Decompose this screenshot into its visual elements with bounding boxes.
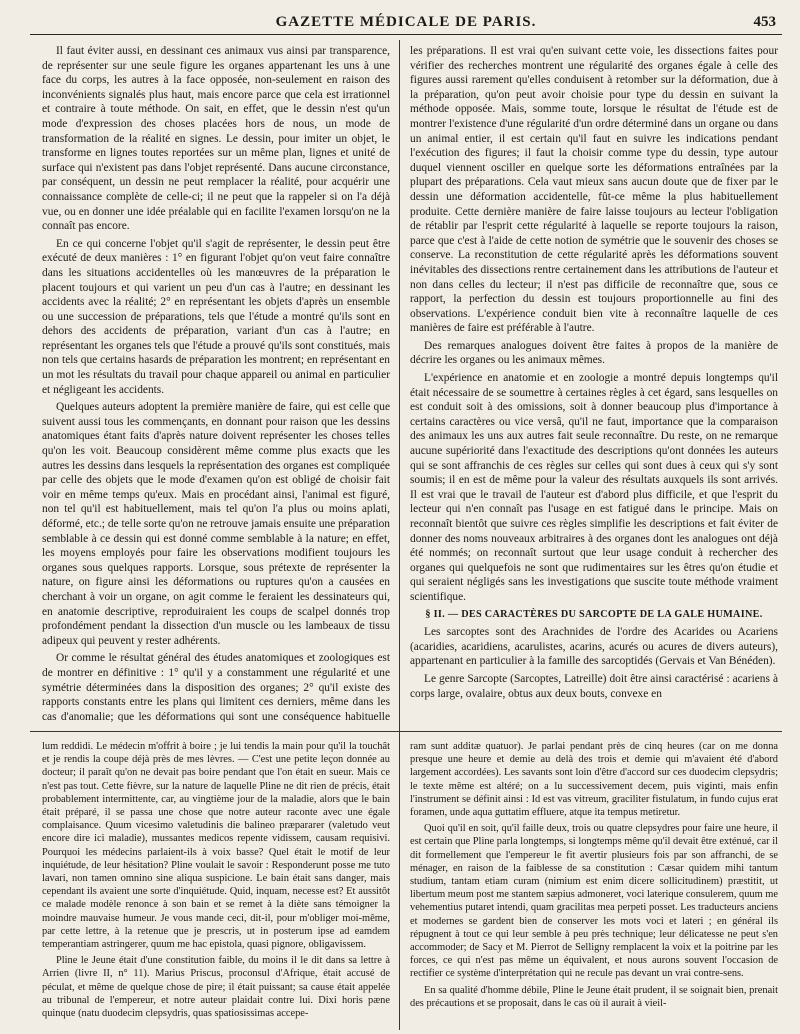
footnote-paragraph: En sa qualité d'homme débile, Pline le Jeune était prudent, il se soignait bien, prenait des précautions et se proposait, dans le cas où il aurait à vieil- <box>410 984 778 1009</box>
journal-title: GAZETTE MÉDICALE DE PARIS. <box>275 14 537 30</box>
footnote-paragraph: Quoi qu'il en soit, qu'il faille deux, trois ou quatre clepsydres pour faire une heure, il est certain que Pline parla longtemps, si longtemps même qu'il devait être exténué, car il dit formellement que l'empereur le fit avertir plusieurs fois par son affranchi, de se ménager, en raison de la faiblesse de sa constitution : Cæsar quidem mihi tantum studium, tantam etiam curam (nimium est enim dicere sollicitudinem) præstitit, ut libertum meum post me stantem sæpius admoneret, voci laterique consulerem, quum me vehementius putaret intendi, quam gracilitas mea perpeti posset. Les traducteurs anciens et modernes se gardent bien de conserver les mots voci et lateri ; en général ils répugnent à tout ce qui leur semble à peu près technique; leur délicatesse ne peut s'en accommoder; de Sacy et M. Pierrot de Selligny remplacent la voix et la poitrine par les forces, ce qui n'est pas même un équivalent, et nous aurons souvent l'occasion de rectifier ce système d'interprétation qui ne recule pas devant un vrai contre-sens. <box>410 823 778 980</box>
section-heading: § II. — DES CARACTÈRES DU SARCOPTE DE LA GALE HUMAINE. <box>425 608 763 620</box>
footnote-paragraph: Pline le Jeune était d'une constitution faible, du moins il le dit dans sa lettre à Arrien (livre II, n° 11). Marius Priscus, proconsul d'Afrique, était accusé de péculat, et même de quelque chose de pire; il était puissant; sa cause était appelée au tribunal de l'empereur, et notre auteur plaidait contre lui. Dixi horis pæne quinque (natu duodecim clepsydris, quas spatiosissimas accepe- <box>42 955 390 1020</box>
paragraph: L'expérience en anatomie et en zoologie a montré depuis longtemps qu'il était nécessaire de se soumettre à certaines règles à cet égard, sans lesquelles on est conduit soit à des omissions, soit à donner beaucoup plus d'importance à certains caractères ou vice versâ, qu'il ne faut, importance que la comparaison des animaux les uns aux autres fait seule reconnaître. Du reste, on ne remarque aucune supériorité dans l'exactitude des descriptions qu'ont données les auteurs qui se sont affranchis de ces règles sur celles qui sont dues à ceux qui s'y sont soumis; il en est de même pour la valeur des résultats auxquels ils sont arrivés. Il est vrai que le travail de l'auteur est d'abord plus difficile, et que l'esprit du lecteur qui n'en connaît pas l'usage en est fatigué dans le principe. Mais on reconnaît bientôt que suivre ces règles simplifie les descriptions et fait éviter de donner des noms nouveaux arbitraires à des organes dont les analogues ont déjà été nommés; on reconnaît surtout que leur usage conduit à rechercher des organes qui quelquefois ne sont que rudimentaires sur les êtres qu'on étudie et qui seraient négligés sans les investigations que suscite toute méthode vraiment scientifique. <box>410 372 778 603</box>
paragraph: Le genre Sarcopte (Sarcoptes, Latreille) doit être ainsi caractérisé : acariens à corps large, ovalaire, obtus aux deux bouts, convexe en <box>410 672 778 700</box>
paragraph: Quelques auteurs adoptent la première manière de faire, qui est celle que suivent aussi tous les commençants, en donnant pour raison que les dessins anatomiques étant faits d'après nature doivent représenter les choses telles qu'on les voit. Beaucoup considèrent même comme plus exacts que les autres les dessins dans lesquels la représentation des organes est compliquée par celle des objets que le mode d'examen qu'on est obligé de choisir fait voir en même temps qu'eux. Mais en procédant ainsi, l'animal est figuré, non tel qu'il est habituellement, mais tel qu'on l'a plus ou moins aplati, déformé, etc.; de telle sorte qu'on ne retrouve jamais ensuite une préparation semblable à ce dessin qui est donné comme semblable à la nature; en effet, les moyens employés pour faire les observations modifient toujours les organes sous quelques rapports. Lorsque, sous prétexte de représenter la nature, on figure ainsi les déformations ou ruptures qu'on a causées en cherchant à voir un organe, on agit comme le feraient les dessinateurs qui, en anatomie descriptive, reproduiraient les coups de scalpel donnés trop profondément pendant la dissection d'un muscle ou les lambeaux de tissu adipeux qui peuvent y rester adhérents. <box>42 401 390 647</box>
footnote-paragraph: ram sunt additæ quatuor). Je parlai pendant près de cinq heures (car on me donna presque une heure et demie au delà des trois et demie qui m'avaient été d'abord largement accordées). Les savants sont loin d'être d'accord sur ces duodecim clepsydris; le texte même est altéré; on a lu successivement decem, puis viginti, mais enfin l'instrument se définit ainsi : Id est vas vitreum, graciliter fistulatum, in fundo cujus erat foramen, unde aqua guttatim effluere, atque ita tempus metiretur. <box>410 741 778 819</box>
paragraph: les préparations. Il est vrai qu'en suivant cette voie, les dissections faites pour vérifier des recherches montrent une régularité des organes égale à celle des figures aussi rarement qu'elles conduisent à retomber sur la déformation, due à la préparation, qu'on peut avoir choisie pour type du dessin en suivant la méthode opposée. Mais, somme toute, lorsque le résultat de l'étude est de montrer l'existence d'une régularité d'un ordre déterminé dans un organe ou dans un animal entier, il est certain qu'il faut en suivre les indications pendant l'exécution des figures; il faut la choisir comme type du dessin, type autour duquel viennent osciller en quelque sorte les déformations entraînées par la plupart des préparations. Cela vaut mieux sans aucun doute que de fixer par le dessin une déformation accidentelle, fût-ce même la plus habituellement produite. Cette dernière manière de faire laisse toujours au lecteur l'obligation de rétablir par l'esprit cette régularité à laquelle se reporte toujours la raison, parce que c'est à l'aide de cette notion de symétrie que le souvenir des choses se conserve. La reconstitution de cette régularité après les déformations souvent inévitables des dissections rentre certainement dans les attributions de l'auteur et non dans celles du lecteur; il n'est pas difficile de reconnaître que, sous ce rapport, la perfection du dessin est toujours proportionnelle au fini des observations. L'expérience conduit bien vite à reconnaître laquelle de ces manières de faire est préférable à l'autre. <box>410 45 778 335</box>
paragraph: En ce qui concerne l'objet qu'il s'agit de représenter, le dessin peut être exécuté de deux manières : 1° en figurant l'objet qu'on veut faire connaître dans les situations accidentelles où les manœuvres de la préparation le placent toujours et qui varient un peu d'un cas à l'autre; en dessinant les accidents avec la réalité; 2° en représentant les objets d'après un ensemble ou une succession de préparations, tels que l'étude a montré qu'ils sont en dehors des accidents de préparation, variant d'un cas à l'autre; en représentant les organes tels que l'étude a prouvé qu'ils sont constitués, mais non tels que certains hasards de préparation les montrent; en représentant en un mot les résultats du travail pour chaque appareil ou animal en particulier et négligeant les accidents. <box>42 237 390 396</box>
page-number: 453 <box>753 14 776 30</box>
footnote-left-column <box>42 740 390 1030</box>
paragraph: Or comme le résultat général des études anatomiques et zoologiques est de montrer en définitive : 1° qu'il y a constamment une régularité et une symétrie déterminées dans la disposition des organes; 2° qu'il existe des rapports constants entre les plans qui limitent ces derniers, même dans les cas d'anomalie; que les déformations qui sont une conséquence habituelle <box>42 652 390 722</box>
footnote-paragraph: lum reddidi. Le médecin m'offrit à boire ; je lui tendis la main pour qu'il la touchât et je rendis la coupe déjà près de mes lèvres. — C'est une petite leçon donnée au docteur; il paraît qu'on ne devait pas boire pendant que l'on était en sueur. Mais ce n'est pas tout. Cette fièvre, sur la nature de laquelle Pline ne dit rien de précis, était probablement intermittente, car, au vingtième jour de la maladie, alors que le bain était préparé, il se passa une chose que notre auteur raconte avec une égale complaisance. Quum vicesimo valetudinis die balineo præpararer (valetudo veut encore dire ici maladie), mussantes medicos repente vidissem, causam requisivi. Pourquoi les médecins parlaient-ils à voix basse? Quel était le motif de leur inquiétude, de leur hésitation? Pline voulait le savoir : Responderunt posse me tuto lavari, non tamen omnino sine aliqua suspicione. Le bain était sans danger, mais cependant ils avaient une sorte d'inquiétude. Quid, inquam, necesse est? Et aussitôt ce malade modèle renonce à son bain et se remet à la diète sans témoigner la moindre mauvaise humeur. Je vous mande ceci, dit-il, pour m'obliger moi-même, par cette lettre, à la retenue que je prescris, ut in posterum ipse ad eamdem temperantiam astringerer, quum me hac epistola, quasi pignore, obligavissem. <box>42 741 390 951</box>
right-column <box>410 44 778 722</box>
paragraph: Des remarques analogues doivent être faites à propos de la manière de décrire les organes ou les animaux mêmes. <box>410 339 778 367</box>
paragraph: Les sarcoptes sont des Arachnides de l'ordre des Acarides ou Acariens (acaridies, acaridiens, acarulistes, acarins, acurés ou acures de divers auteurs), appartenant en particulier à la famille des sarcoptidés (Gervais et Van Bénéden). <box>410 626 778 668</box>
footnote-rule <box>30 731 782 732</box>
paragraph: Il faut éviter aussi, en dessinant ces animaux vus ainsi par transparence, de représenter sur une seule figure les organes appartenant les uns à une face du corps, les autres à la face opposée, non-seulement en raison des inconvénients signalés plus haut, mais encore parce que cela est irrationnel et contraire à toute méthode. On sait, en effet, que le dessin n'est qu'un mode d'expression des choses placées hors de nous, un mode de transformation de la réalité en signes. Le dessin, pour imiter un objet, le transforme en lignes toutes reportées sur un même plan, lignes et unité de surface qui n'existent pas dans l'objet représenté. Dans aucune circonstance, par conséquent, un dessin ne peut remplacer la réalité, pour acquérir une connaissance complète de celle-ci; il ne peut que la rappeler si on l'a déjà vue, ou en donner une idée préalable qui en facilite l'examen lorsqu'on ne la connaît pas encore. <box>42 45 390 233</box>
footnote-right-column <box>410 740 778 1030</box>
column-divider <box>399 40 400 1030</box>
left-column <box>42 44 390 722</box>
page-header <box>30 12 782 35</box>
